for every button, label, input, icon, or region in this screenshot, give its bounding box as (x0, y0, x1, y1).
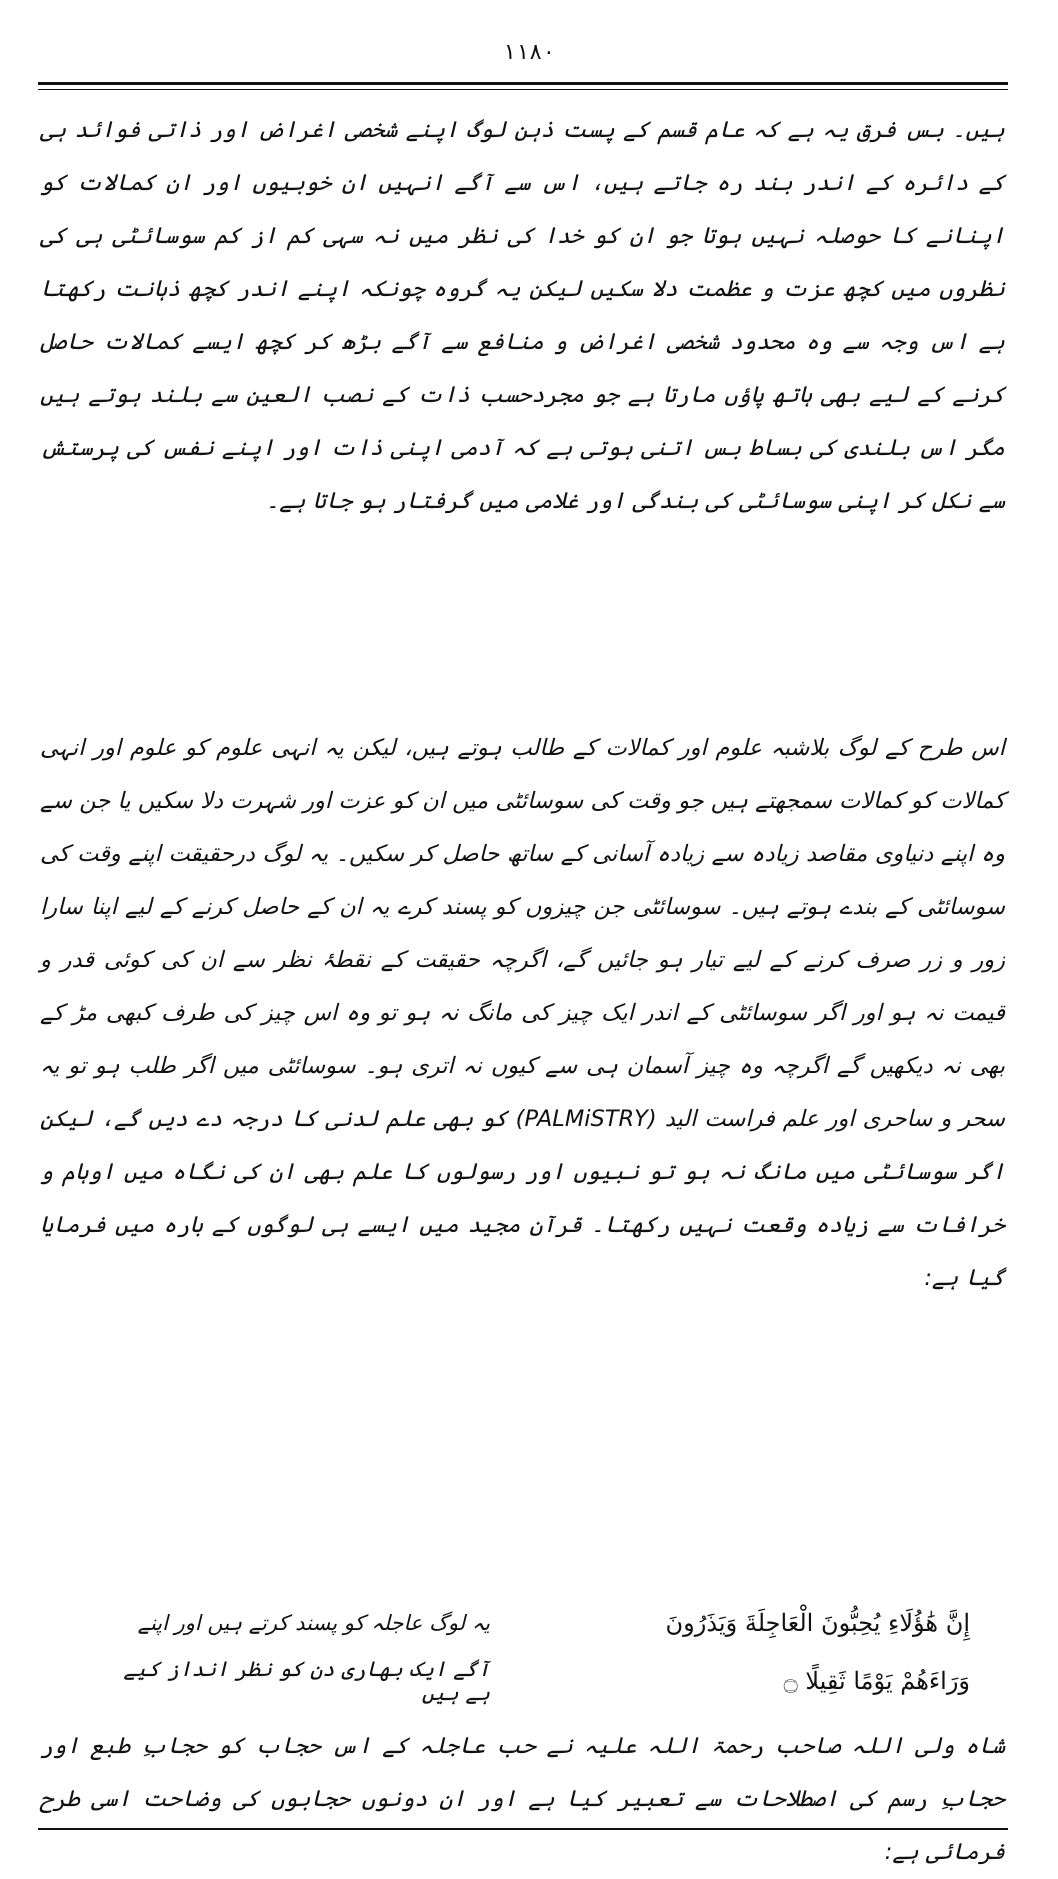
verse-arabic-2: وَرَاءَهُمْ يَوْمًا ثَقِيلًا ۝ (783, 1667, 970, 1695)
verse-line-1 (110, 1594, 970, 1652)
paragraph-2: اس طرح کے لوگ بلاشبہ علوم اور کمالات کے طالب ہوتے ہیں، لیکن یہ انہی علوم کو علوم اور انہی کمالات کو کمالات سمجھتے ہیں جو وقت کی سوسائٹی میں ان کو عزت اور شہرت دلا سکیں یا جن سے وہ اپنے دنیاوی مقاصد زیادہ سے زیادہ آسانی کے ساتھ حاصل کر سکیں۔ یہ لوگ درحقیقت اپنے وقت کی سوسائٹی کے بندے ہوتے ہیں۔ سوسائٹی جن چیزوں کو پسند کرے یہ ان کے حاصل کرنے کے لیے اپنا سارا زور و زر صرف کرنے کے لیے تیار ہو جائیں گے، اگرچہ حقیقت کے نقطۂ نظر سے ان کی کوئی قدر و قیمت نہ ہو اور اگر سوسائٹی کے اندر ایک چیز کی مانگ نہ ہو تو وہ اس چیز کی طرف کبھی مڑ کے بھی نہ دیکھیں گے اگرچہ وہ چیز آسمان ہی سے کیوں نہ اتری ہو۔ سوسائٹی میں اگر طلب ہو تو یہ سحر و ساحری اور علم فراست الید (PALMiSTRY) کو بھی علم لدنی کا درجہ دے دیں گے، لیکن اگر سوسائٹی میں مانگ نہ ہو تو نبیوں اور رسولوں کا علم بھی ان کی نگاہ میں اوہام و خرافات سے زیادہ وقعت نہیں رکھتا۔ قرآن مجید میں ایسے ہی لوگوں کے بارہ میں فرمایا گیا ہے: (40, 735, 1006, 1291)
verse-arabic-1: إِنَّ هَٰؤُلَاءِ يُحِبُّونَ الْعَاجِلَةَ وَيَذَرُونَ (665, 1609, 970, 1637)
paragraph-1: ہیں۔ بس فرق یہ ہے کہ عام قسم کے پست ذہن لوگ اپنے شخصی اغراض اور ذاتی فوائد ہی کے دائرہ کے اندر بند رہ جاتے ہیں، اس سے آگے انہیں ان خوبیوں اور ان کمالات کو اپنانے کا حوصلہ نہیں ہوتا جو ان کو خدا کی نظر میں نہ سہی کم از کم سوسائٹی ہی کی نظروں میں کچھ عزت و عظمت دلا سکیں لیکن یہ گروہ چونکہ اپنے اندر کچھ ذہانت رکھتا ہے اس وجہ سے وہ محدود شخصی اغراض و منافع سے آگے بڑھ کر کچھ ایسے کمالات حاصل کرنے کے لیے بھی ہاتھ پاؤں مارتا ہے جو مجردحسب ذات کے نصب العین سے بلند ہوتے ہیں مگر اس بلندی کی بساط بس اتنی ہوتی ہے کہ آدمی اپنی ذات اور اپنے نفس کی پرستش سے نکل کر اپنی سوسائٹی کی بندگی اور غلامی میں گرفتار ہو جاتا ہے۔ (40, 117, 1005, 514)
verse-translation-2: آگے ایک بھاری دن کو نظر انداز کیے ہے ہیں (123, 1657, 490, 1705)
quran-verse-block (110, 1594, 970, 1710)
page-number: ۱۱۸۰ (502, 40, 556, 65)
footer-rule (38, 1828, 1008, 1830)
header-rule (38, 82, 1008, 85)
verse-translation-1: یہ لوگ عاجلہ کو پسند کرتے ہیں اور اپنے (137, 1611, 490, 1635)
verse-line-2 (110, 1652, 970, 1710)
closing-paragraph: شاہ ولی اللہ صاحب رحمۃ اللہ علیہ نے حب عاجلہ کے اس حجاب کو حجابِ طبع اور حجابِ رسم کی اصطلاحات سے تعبیر کیا ہے اور ان دونوں حجابوں کی وضاحت اسی طرح فرمائی ہے: (40, 1733, 1005, 1865)
header-rule-thin (38, 89, 1008, 90)
